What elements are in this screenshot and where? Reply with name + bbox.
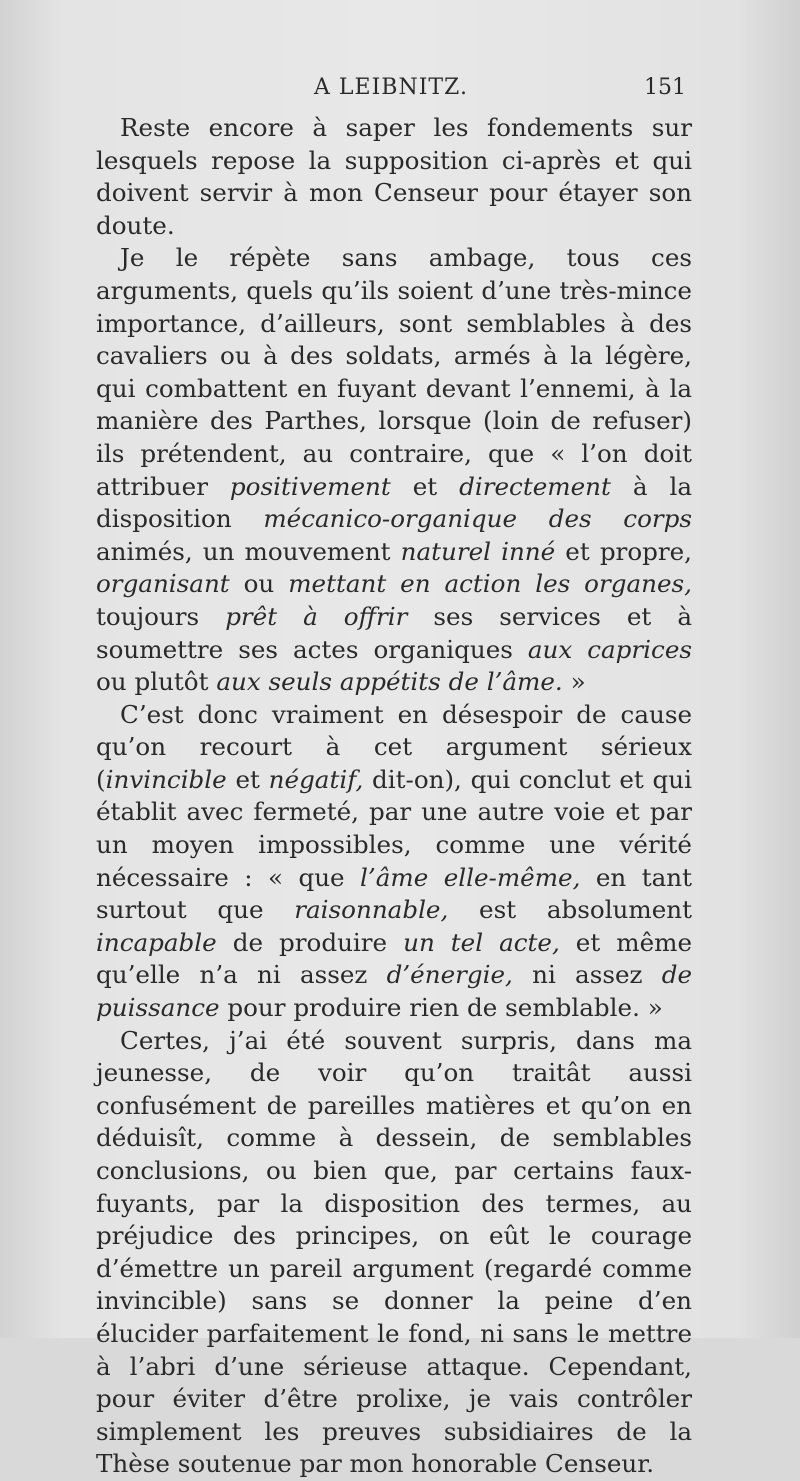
- text-segment: dit-on), qui conclut et qui établit avec fermeté, par une autre voie et par un moyen impossibles, comme une vérité nécessaire : « que: [96, 764, 692, 892]
- italic-text: d’énergie,: [386, 960, 513, 990]
- text-segment: Certes, j’ai été souvent surpris, dans ma jeunesse, de voir qu’on traitât aussi confusément de pareilles matières et qu’on en déduisît, comme à dessein, de semblables conclusions, ou bien que, par certains faux-fuyants, par la disposition des termes, au préjudice des principes, on eût le courage d’émettre un pareil argument (regardé comme invincible) sans se donner la peine d’en élucider parfaitement le fond, ni sans le mettre à l’abri d’une sérieuse attaque. Cependant, pour éviter d’être prolixe, je vais contrôler simplement les preuves subsidiaires de la Thèse soutenue par mon honorable Censeur.: [96, 1025, 692, 1479]
- running-title: A LEIBNITZ.: [314, 75, 468, 100]
- paragraph: [96, 1025, 692, 1481]
- text-segment: ou: [229, 569, 289, 599]
- text-segment: animés, un mouvement: [96, 536, 401, 566]
- italic-text: naturel inné: [400, 536, 556, 566]
- italic-text: incapable: [96, 927, 217, 957]
- body-text: [96, 112, 692, 1481]
- text-segment: Reste encore à saper les fondements sur lesquels repose la supposition ci-après et qui doivent servir à mon Censeur pour étayer son doute.: [96, 113, 692, 240]
- text-segment: et propre,: [555, 536, 692, 566]
- italic-text: un tel acte,: [403, 927, 560, 957]
- text-segment: à la disposition: [96, 471, 693, 534]
- italic-text: mécanico-organique des corps: [263, 504, 692, 534]
- text-segment: et: [390, 471, 460, 501]
- italic-text: positivement: [229, 471, 391, 501]
- italic-text: de puissance: [96, 960, 693, 1023]
- italic-text: raisonnable,: [294, 895, 449, 925]
- paragraph: [96, 112, 692, 242]
- text-segment: en tant surtout que: [96, 862, 692, 925]
- text-segment: Je le répète sans ambage, tous ces arguments, quels qu’ils soient d’une très-mince importance, d’ailleurs, sont semblables à des cavaliers ou à des soldats, armés à la légère, qui combattent en fuyant devant l’ennemi, à la manière des Parthes, lorsque (loin de refuser) ils prétendent, au contraire, que « l’on doit attribuer: [96, 243, 692, 501]
- italic-text: directement: [459, 471, 611, 501]
- running-head: [96, 70, 686, 106]
- paragraph: [96, 699, 692, 1025]
- text-segment: ni assez: [512, 960, 662, 990]
- italic-text: invincible: [105, 764, 227, 794]
- text-segment: pour produire rien de semblable. »: [219, 993, 663, 1023]
- text-segment: C’est donc vraiment en désespoir de cause qu’on recourt à cet argument sérieux (: [96, 699, 692, 794]
- text-segment: »: [562, 667, 586, 697]
- text-segment: toujours: [96, 601, 226, 631]
- italic-text: mettant en action les organes,: [288, 569, 692, 599]
- text-segment: et: [226, 764, 269, 794]
- italic-text: aux seuls appétits de l’âme.: [216, 667, 563, 697]
- italic-text: prêt à offrir: [225, 601, 408, 631]
- text-segment: ou plutôt: [96, 667, 217, 697]
- italic-text: organisant: [96, 569, 230, 599]
- text-segment: de produire: [216, 927, 404, 957]
- italic-text: négatif,: [268, 764, 364, 794]
- italic-text: aux caprices: [527, 634, 692, 664]
- text-segment: est absolument: [448, 895, 692, 925]
- text-segment: et même qu’elle n’a ni assez: [96, 927, 692, 990]
- paragraph: [96, 242, 692, 698]
- text-segment: ses services et à soumettre ses actes organiques: [96, 601, 692, 664]
- page-number: 151: [644, 75, 686, 100]
- italic-text: l’âme elle-même,: [360, 862, 581, 892]
